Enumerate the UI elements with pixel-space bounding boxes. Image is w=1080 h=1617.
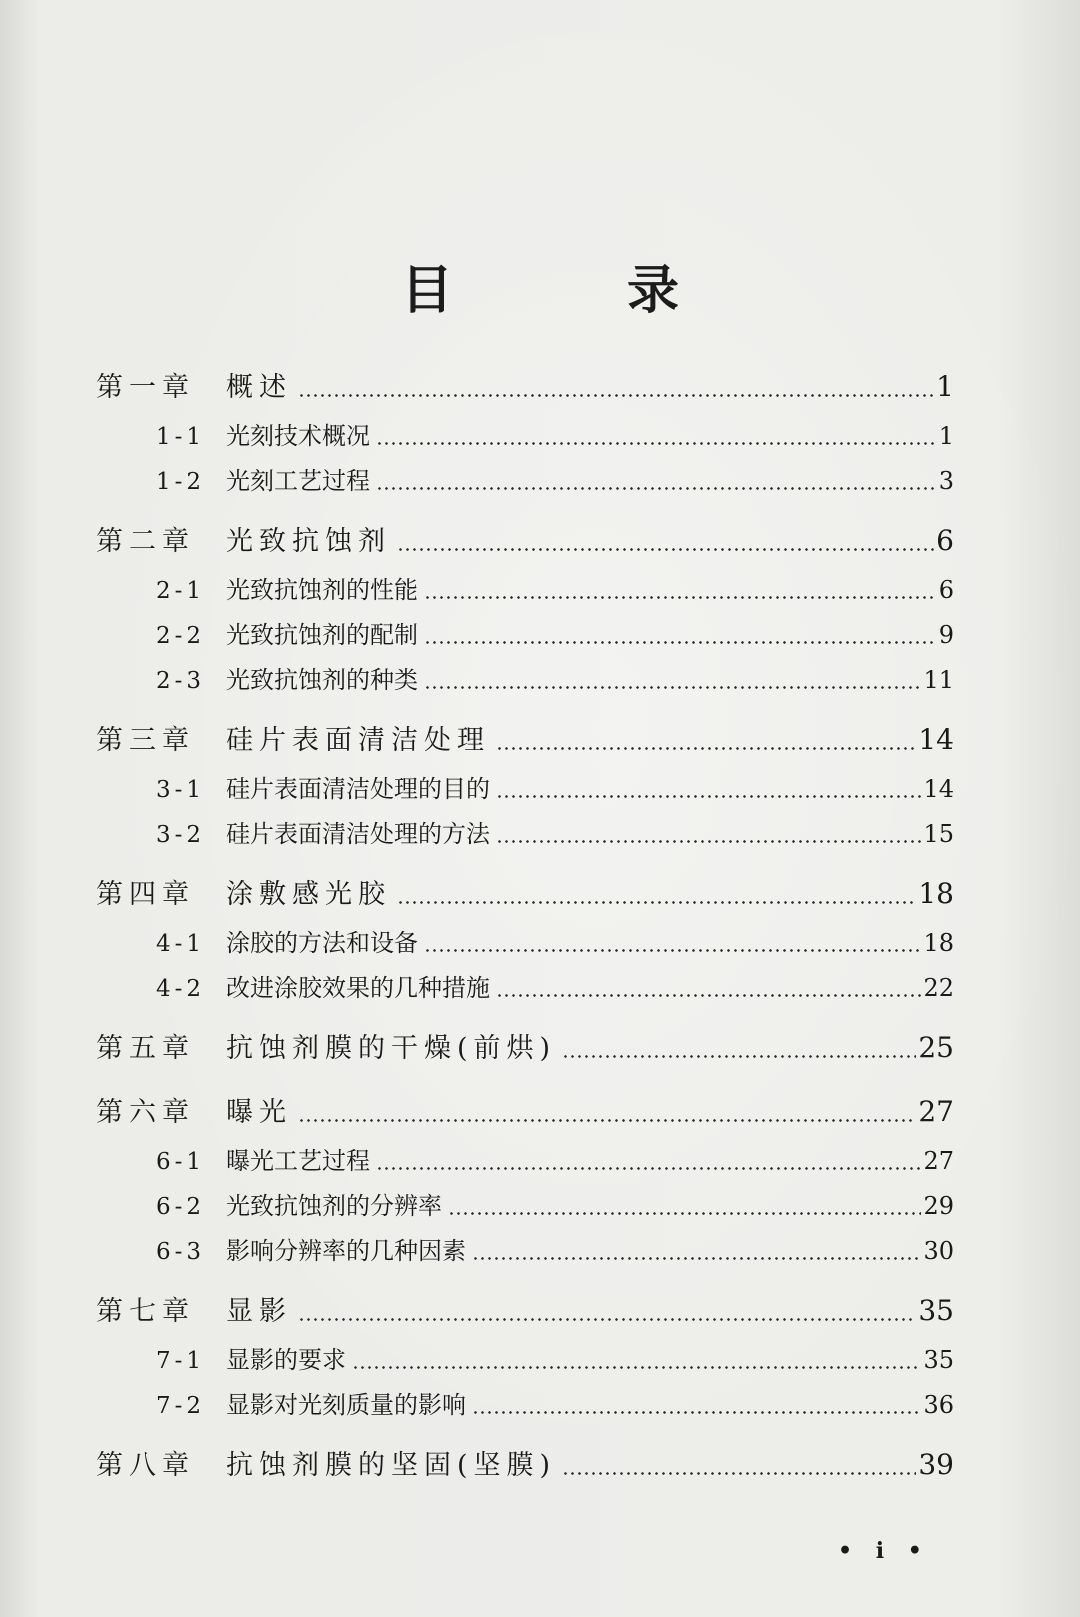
page-number: 35 xyxy=(923,1346,954,1374)
toc-chapter-row xyxy=(96,1021,954,1075)
dot-leader xyxy=(448,1195,921,1219)
toc-section-row xyxy=(96,568,954,613)
toc-section-row xyxy=(96,1139,954,1184)
chapter-title: 光致抗蚀剂 xyxy=(226,526,391,557)
dot-leader xyxy=(496,977,921,1001)
section-title: 光刻工艺过程 xyxy=(226,467,370,495)
chapter-number: 第八章 xyxy=(96,1450,195,1481)
section-title: 改进涂胶效果的几种措施 xyxy=(226,974,490,1002)
toc-section-row xyxy=(96,921,954,966)
table-of-contents xyxy=(96,360,954,1492)
section-number: 2-2 xyxy=(156,623,206,649)
page-number: 27 xyxy=(918,1095,954,1128)
page-number: 25 xyxy=(918,1031,954,1064)
dot-leader xyxy=(562,1452,916,1479)
section-number: 6-1 xyxy=(156,1149,206,1175)
page-number: 14 xyxy=(923,775,954,803)
section-number: 7-1 xyxy=(156,1348,206,1374)
page-number: 1 xyxy=(938,422,954,450)
toc-section-row xyxy=(96,812,954,857)
page-number: 1 xyxy=(936,370,954,403)
dot-leader xyxy=(424,932,921,956)
page-number: 27 xyxy=(923,1147,954,1175)
section-title: 光刻技术概况 xyxy=(226,422,370,450)
section-title: 硅片表面清洁处理的方法 xyxy=(226,820,490,848)
toc-section-row xyxy=(96,613,954,658)
page-number: 39 xyxy=(918,1448,954,1481)
chapter-title: 曝光 xyxy=(226,1097,292,1128)
page-title: 目 录 xyxy=(400,260,758,321)
toc-chapter-row xyxy=(96,867,954,921)
section-number: 4-1 xyxy=(156,931,206,957)
section-title: 涂胶的方法和设备 xyxy=(226,929,418,957)
toc-section-row xyxy=(96,658,954,703)
toc-section-row xyxy=(96,414,954,459)
chapter-number: 第五章 xyxy=(96,1033,195,1064)
section-number: 1-1 xyxy=(156,424,206,450)
page-number: 35 xyxy=(918,1294,954,1327)
dot-leader xyxy=(376,470,937,494)
chapter-number: 第七章 xyxy=(96,1296,195,1327)
toc-chapter-row xyxy=(96,1438,954,1492)
dot-leader xyxy=(496,778,921,802)
section-number: 7-2 xyxy=(156,1393,206,1419)
page-number: 9 xyxy=(938,621,954,649)
page-number: 11 xyxy=(923,666,954,694)
section-title: 硅片表面清洁处理的目的 xyxy=(226,775,490,803)
section-title: 显影对光刻质量的影响 xyxy=(226,1391,466,1419)
page-number: 29 xyxy=(923,1192,954,1220)
section-title: 光致抗蚀剂的分辨率 xyxy=(226,1192,442,1220)
dot-leader xyxy=(397,528,934,555)
section-number: 4-2 xyxy=(156,976,206,1002)
page-number: 3 xyxy=(938,467,954,495)
toc-section-row xyxy=(96,1383,954,1428)
chapter-number: 第一章 xyxy=(96,372,195,403)
toc-section-row xyxy=(96,1229,954,1274)
section-title: 光致抗蚀剂的配制 xyxy=(226,621,418,649)
toc-chapter-row xyxy=(96,360,954,414)
dot-leader xyxy=(424,624,937,648)
dot-leader xyxy=(562,1035,916,1062)
chapter-title: 概述 xyxy=(226,372,292,403)
section-number: 3-2 xyxy=(156,822,206,848)
chapter-number: 第四章 xyxy=(96,879,195,910)
dot-leader xyxy=(298,374,934,401)
section-title: 曝光工艺过程 xyxy=(226,1147,370,1175)
chapter-title: 显影 xyxy=(226,1296,292,1327)
section-number: 3-1 xyxy=(156,777,206,803)
dot-leader xyxy=(298,1099,916,1126)
page-number: 6 xyxy=(936,524,954,557)
dot-leader xyxy=(376,425,937,449)
toc-chapter-row xyxy=(96,1284,954,1338)
chapter-title: 抗蚀剂膜的坚固(坚膜) xyxy=(226,1450,557,1481)
page-marker: • i • xyxy=(838,1538,930,1564)
toc-section-row xyxy=(96,459,954,504)
dot-leader xyxy=(298,1298,916,1325)
toc-section-row xyxy=(96,966,954,1011)
dot-leader xyxy=(376,1150,921,1174)
page-number: 18 xyxy=(918,877,954,910)
page-number: 14 xyxy=(918,723,954,756)
dot-leader xyxy=(496,727,916,754)
toc-chapter-row xyxy=(96,514,954,568)
section-number: 1-2 xyxy=(156,469,206,495)
toc-section-row xyxy=(96,767,954,812)
page-number: 22 xyxy=(923,974,954,1002)
page-number: 15 xyxy=(923,820,954,848)
chapter-title: 抗蚀剂膜的干燥(前烘) xyxy=(226,1033,557,1064)
toc-section-row xyxy=(96,1338,954,1383)
dot-leader xyxy=(424,579,937,603)
section-number: 2-1 xyxy=(156,578,206,604)
section-number: 2-3 xyxy=(156,668,206,694)
section-title: 影响分辨率的几种因素 xyxy=(226,1237,466,1265)
chapter-title: 硅片表面清洁处理 xyxy=(226,725,490,756)
chapter-title: 涂敷感光胶 xyxy=(226,879,391,910)
page-number: 36 xyxy=(923,1391,954,1419)
section-title: 显影的要求 xyxy=(226,1346,346,1374)
page-number: 18 xyxy=(923,929,954,957)
chapter-number: 第二章 xyxy=(96,526,195,557)
chapter-number: 第六章 xyxy=(96,1097,195,1128)
page-number: 30 xyxy=(923,1237,954,1265)
toc-section-row xyxy=(96,1184,954,1229)
dot-leader xyxy=(472,1240,921,1264)
section-title: 光致抗蚀剂的种类 xyxy=(226,666,418,694)
dot-leader xyxy=(397,881,916,908)
dot-leader xyxy=(496,823,921,847)
section-number: 6-2 xyxy=(156,1194,206,1220)
toc-chapter-row xyxy=(96,713,954,767)
dot-leader xyxy=(472,1394,921,1418)
page-number: 6 xyxy=(938,576,954,604)
section-number: 6-3 xyxy=(156,1239,206,1265)
section-title: 光致抗蚀剂的性能 xyxy=(226,576,418,604)
toc-chapter-row xyxy=(96,1085,954,1139)
dot-leader xyxy=(352,1349,921,1373)
chapter-number: 第三章 xyxy=(96,725,195,756)
dot-leader xyxy=(424,669,921,693)
